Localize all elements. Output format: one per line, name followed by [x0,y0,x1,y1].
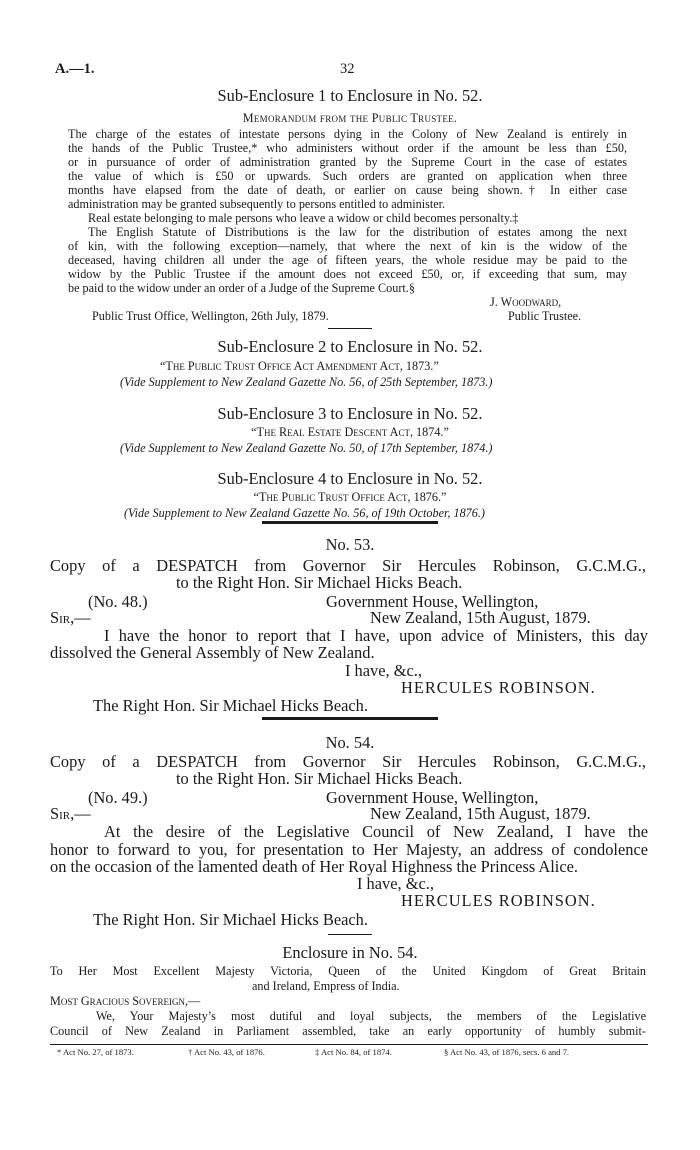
sub-enclosure-4-act: “The Public Trust Office Act, 1876.” [253,490,447,504]
despatch-54-number: No. 54. [325,733,375,752]
divider [328,934,372,935]
memo-line: be paid to the widow under an order of a Judge of the Supreme Court.§ [68,281,415,295]
memo-line: months have elapsed from the date of death, or earlier on cause being shown.† In either case [68,183,627,197]
memo-line: the value of which is £50 or upwards. Such orders are granted on application when three [68,169,627,183]
memo-line: widow by the Public Trustee if the amount does not exceed £50, or, if exceeding that sum, may [68,267,627,281]
memo-line: deceased, having children all under the age of fifteen years, the whole residue may be paid to the [68,253,627,267]
sub-enclosure-2-title: Sub-Enclosure 2 to Enclosure in No. 52. [217,337,483,356]
sub-enclosure-4-vide: (Vide Supplement to New Zealand Gazette No. 56, of 19th October, 1876.) [124,506,485,520]
enclosure-54-title: Enclosure in No. 54. [282,943,418,962]
memo-line: administration may be granted subsequently to persons entitled to administer. [68,197,446,211]
page-number: 32 [340,61,355,77]
despatch-53-salutation: Sir,— [50,608,91,627]
despatch-53-heading-2: to the Right Hon. Sir Michael Hicks Beach. [176,573,463,592]
enclosure-54-body-1: We, Your Majesty’s most dutiful and loyal subjects, the members of the Legislative [96,1009,646,1023]
despatch-53-signature: HERCULES ROBINSON. [401,678,596,697]
despatch-54-body-3: on the occasion of the lamented death of Her Royal Highness the Princess Alice. [50,857,578,876]
memo-signer: J. Woodward, [490,295,562,309]
memo-signer-title: Public Trustee. [508,309,582,323]
sub-enclosure-4-title: Sub-Enclosure 4 to Enclosure in No. 52. [217,469,483,488]
despatch-54-closing: I have, &c., [357,874,434,893]
footnote-2: † Act No. 43, of 1876. [188,1047,265,1057]
footnote-rule [50,1044,648,1045]
memo-line: the hands of the Public Trustee,* who administers without order if the amount be less than £50, [68,141,627,155]
despatch-53-closing: I have, &c., [345,661,422,680]
despatch-54-addressee: The Right Hon. Sir Michael Hicks Beach. [93,910,368,929]
document-reference: A.—1. [55,61,95,77]
despatch-53-house: Government House, Wellington, [326,592,539,611]
memorandum-paragraph-2: Real estate belonging to male persons who leave a widow or child becomes personalty.‡ [88,211,519,225]
despatch-53-body-1: I have the honor to report that I have, upon advice of Ministers, this day [104,626,648,645]
despatch-54-house: Government House, Wellington, [326,788,539,807]
despatch-54-signature: HERCULES ROBINSON. [401,891,596,910]
section-divider [262,717,438,720]
despatch-54-salutation: Sir,— [50,804,91,823]
enclosure-54-salutation: Most Gracious Sovereign,— [50,994,201,1008]
sub-enclosure-3-vide: (Vide Supplement to New Zealand Gazette No. 50, of 17th September, 1874.) [120,441,493,455]
section-divider [262,521,438,524]
sub-enclosure-2-vide: (Vide Supplement to New Zealand Gazette No. 56, of 25th September, 1873.) [120,375,493,389]
memo-line: of kin, with the following exception—namely, that where the next of kin is the widow of the [68,239,627,253]
despatch-54-body-2: honor to forward to you, for presentation to Her Majesty, an address of condolence [50,840,648,859]
despatch-53-ref: (No. 48.) [88,592,148,611]
memorandum-subtitle: Memorandum from the Public Trustee. [242,111,458,125]
memo-line: The English Statute of Distributions is the law for the distribution of estates among the next [88,225,627,239]
memo-line: The charge of the estates of intestate persons dying in the Colony of New Zealand is entirely in [68,127,627,141]
divider [328,328,372,329]
despatch-54-body-1: At the desire of the Legislative Council of New Zealand, I have the [104,822,648,841]
sub-enclosure-3-act: “The Real Estate Descent Act, 1874.” [251,425,449,439]
sub-enclosure-3-title: Sub-Enclosure 3 to Enclosure in No. 52. [217,404,483,423]
footnote-4: § Act No. 43, of 1876, secs. 6 and 7. [444,1047,570,1057]
despatch-53-number: No. 53. [325,535,375,554]
despatch-53-heading-1: Copy of a DESPATCH from Governor Sir Hercules Robinson, G.C.M.G., [50,556,646,575]
despatch-54-heading-1: Copy of a DESPATCH from Governor Sir Hercules Robinson, G.C.M.G., [50,752,646,771]
despatch-54-ref: (No. 49.) [88,788,148,807]
enclosure-54-body-2: Council of New Zealand in Parliament assembled, take an early opportunity of humbly submit- [50,1024,646,1038]
despatch-53-date: New Zealand, 15th August, 1879. [370,608,591,627]
footnote-1: * Act No. 27, of 1873. [57,1047,134,1057]
footnote-3: ‡ Act No. 84, of 1874. [315,1047,392,1057]
memo-place-date: Public Trust Office, Wellington, 26th July, 1879. [92,309,329,323]
sub-enclosure-1-title: Sub-Enclosure 1 to Enclosure in No. 52. [217,86,483,105]
despatch-53-addressee: The Right Hon. Sir Michael Hicks Beach. [93,696,368,715]
sub-enclosure-2-act: “The Public Trust Office Act Amendment Act, 1873.” [160,359,439,373]
despatch-54-date: New Zealand, 15th August, 1879. [370,804,591,823]
despatch-54-heading-2: to the Right Hon. Sir Michael Hicks Beach. [176,769,463,788]
enclosure-54-address-1: To Her Most Excellent Majesty Victoria, Queen of the United Kingdom of Great Britain [50,964,646,978]
enclosure-54-address-2: and Ireland, Empress of India. [252,979,400,993]
despatch-53-body-2: dissolved the General Assembly of New Zealand. [50,643,375,662]
memo-line: or in pursuance of order of administration granted by the Supreme Court in the case of estates [68,155,627,169]
